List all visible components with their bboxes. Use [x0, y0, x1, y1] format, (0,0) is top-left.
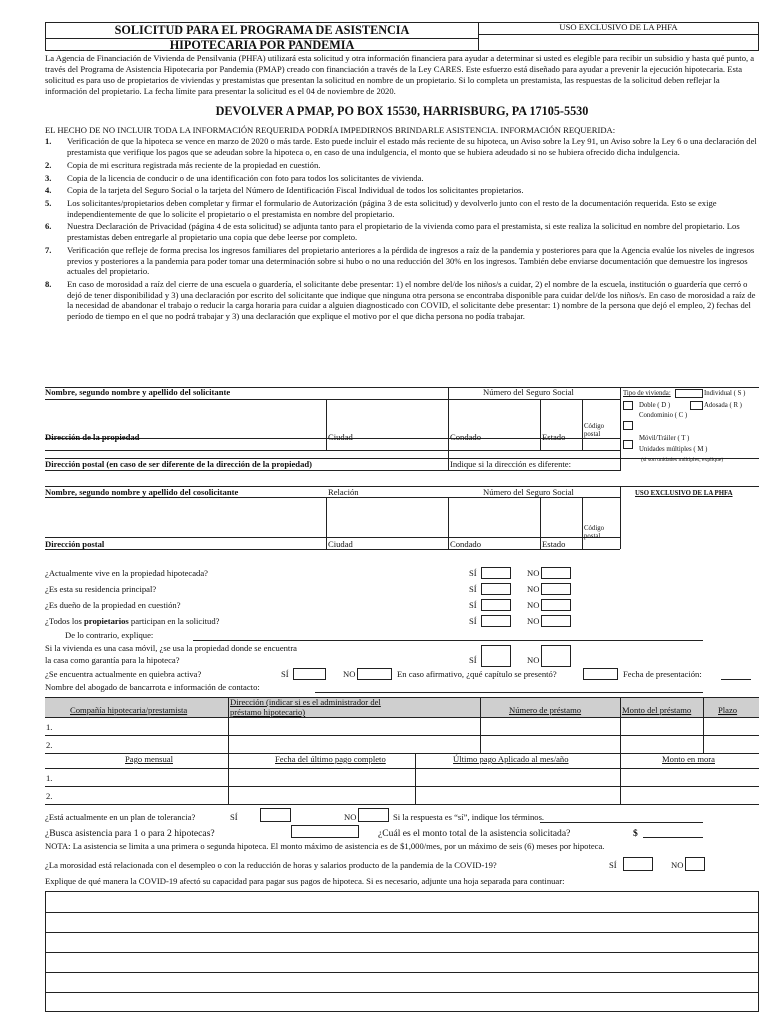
- yes-label: SÍ: [469, 616, 477, 626]
- requirement-item: [45, 221, 759, 242]
- explain-row-line: [46, 932, 758, 933]
- loan-number-header: Número de préstamo: [509, 705, 582, 715]
- grid-line: [45, 399, 620, 400]
- no-label: NO: [527, 568, 540, 578]
- q-all-owners: [45, 617, 219, 627]
- grid-line: [620, 486, 621, 549]
- q-lives-in-property: ¿Actualmente vive en la propiedad hipotecada?: [45, 568, 208, 578]
- yes-label: SÍ: [469, 568, 477, 578]
- payment-row-2: 2.: [46, 791, 53, 801]
- requirement-text: Copia de mi escritura registrada más reciente de la propiedad en cuestión.: [67, 159, 321, 170]
- yes-label: SÍ: [281, 669, 289, 679]
- last-applied-header: Último pago Aplicado al mes/año: [453, 754, 569, 764]
- grid-line: [45, 804, 759, 805]
- requirement-text: Nuestra Declaración de Privacidad (página 4 de esta solicitud) se adjunta tanto para el propietario de la vivienda como para el prestamista, si este realiza la solicitud en nombre del propietario. Los prestamistas deben entregarle al propietario una copia que debe leerse por completo.: [67, 221, 740, 243]
- title-line-2: HIPOTECARIA POR PANDEMIA: [46, 38, 478, 53]
- yes-checkbox[interactable]: [623, 857, 653, 871]
- explain-label: De lo contrario, explique:: [65, 630, 154, 640]
- form-header: [45, 22, 759, 51]
- explain-row-line: [46, 912, 758, 913]
- no-checkbox[interactable]: [357, 668, 392, 680]
- yes-checkbox[interactable]: [260, 808, 291, 822]
- requirement-text: Copia de la licencia de conducir o de una identificación con foto para todos los solicitantes de vivienda.: [67, 172, 424, 183]
- yes-label: SÍ: [469, 655, 477, 665]
- requirement-number: 8.: [45, 278, 52, 289]
- title-line-1: SOLICITUD PARA EL PROGRAMA DE ASISTENCIA: [114, 23, 410, 37]
- loan-amount-header: Monto del préstamo: [622, 705, 692, 715]
- explain-line[interactable]: [193, 640, 703, 641]
- grid-line: [45, 786, 759, 787]
- no-label: NO: [527, 616, 540, 626]
- covid-explain-label: Explique de qué manera la COVID-19 afectó su capacidad para pagar sus pagos de hipoteca. Si es necesario, adjunte una hoja separada para continuar:: [45, 876, 565, 886]
- yes-checkbox[interactable]: [293, 668, 326, 680]
- q-all-owners-bold: propietarios: [84, 616, 129, 626]
- q-mobile-home-a: Si la vivienda es una casa móvil, ¿se usa la propiedad donde se encuentra: [45, 643, 297, 653]
- q-all-owners-suffix: participan en la solicitud?: [128, 616, 220, 626]
- yes-checkbox[interactable]: [481, 615, 511, 627]
- requirement-item: [45, 279, 759, 322]
- grid-line: [326, 497, 327, 549]
- explain-row-line: [46, 992, 758, 993]
- grid-line: [448, 497, 449, 549]
- yes-label: SÍ: [469, 600, 477, 610]
- yes-label: SÍ: [230, 812, 238, 822]
- q-owns-property: ¿Es dueño de la propiedad en cuestión?: [45, 600, 181, 610]
- condominio-option: Condominio ( C ): [639, 412, 688, 419]
- applicant-ssn-label: Número del Seguro Social: [483, 387, 574, 397]
- assist-total-line[interactable]: [643, 837, 703, 838]
- requirement-text: En caso de morosidad a raíz del cierre de una escuela o guardería, el solicitante debe presentar: 1) el nombre del/de los niños/s a cuidar, 2) el nombre de la escuela, institución o guardería que cerró o dejó de tener disponibilidad y 3) una declaración por escrito del solicitante que indique que ninguna otra persona se encontraba disponible para cuidar del/de los niños/s. En caso de morosidad a raíz de la necesidad de abandonar el trabajo o reducir la carga horaria para cuidar a alguien diagnosticado con COVID, el solicitante debe presentar: 1) nombre de la persona que dejó el empleo, 2) fechas del período de tiempo en el que no podrá trabajar y 3) una declaración que explique el motivo por el que dicha persona no podía trabajar.: [67, 278, 756, 322]
- requirements-list: [45, 136, 759, 321]
- q-covid-related: ¿La morosidad está relacionada con el desempleo o con la reducción de horas y salarios producto de la pandemia de la COVID-19?: [45, 860, 497, 870]
- explain-row-line: [46, 952, 758, 953]
- property-address-label: Dirección de la propiedad: [45, 432, 140, 442]
- attorney-line[interactable]: [315, 692, 703, 693]
- city-label: Ciudad: [328, 432, 353, 442]
- grid-line: [582, 399, 583, 450]
- q-tolerance-plan: ¿Está actualmente en un plan de tolerancia?: [45, 812, 196, 822]
- requirement-number: 4.: [45, 185, 52, 196]
- no-label: NO: [671, 860, 684, 870]
- form-title: [46, 23, 478, 50]
- chapter-label: En caso afirmativo, ¿qué capítulo se presentó?: [397, 669, 557, 679]
- housing-checkbox[interactable]: [690, 401, 703, 410]
- county-label: Condado: [450, 432, 482, 442]
- monthly-payment-header: Pago mensual: [125, 754, 173, 764]
- state-label: Estado: [542, 432, 566, 442]
- grid-line: [620, 387, 621, 471]
- grid-line: [540, 399, 541, 450]
- tolerance-terms-line[interactable]: [540, 822, 703, 823]
- q-mobile-home-b: la casa como garantía para la hipoteca?: [45, 655, 180, 665]
- application-form: [45, 22, 759, 1014]
- payment-row-1: 1.: [46, 773, 53, 783]
- requirement-number: 5.: [45, 198, 52, 208]
- q-all-owners-prefix: ¿Todos los: [45, 616, 85, 626]
- no-label: NO: [344, 812, 357, 822]
- grid-line: [703, 697, 704, 753]
- coapplicant-name-label: Nombre, segundo nombre y apellido del cosolicitante: [45, 487, 239, 497]
- grid-line: [448, 387, 449, 470]
- grid-line: [540, 497, 541, 549]
- co-county-label: Condado: [450, 539, 482, 549]
- housing-checkbox[interactable]: [623, 440, 633, 449]
- required-info-warning: EL HECHO DE NO INCLUIR TODA LA INFORMACIÓN REQUERIDA PODRÍA IMPEDIRNOS BRINDARLE ASISTENCIA. INFORMACIÓN REQUERIDA:: [45, 124, 616, 135]
- grid-line: [415, 753, 416, 804]
- co-state-label: Estado: [542, 539, 566, 549]
- yes-checkbox[interactable]: [481, 583, 511, 595]
- attorney-label: Nombre del abogado de bancarrota e información de contacto:: [45, 682, 260, 692]
- multiples-note: (si son unidades múltiples, explique): [641, 457, 724, 463]
- no-checkbox[interactable]: [541, 583, 571, 595]
- chapter-field[interactable]: [583, 668, 618, 680]
- applicant-name-label: Nombre, segundo nombre y apellido del solicitante: [45, 387, 231, 397]
- q-primary-residence: ¿Es esta su residencia principal?: [45, 584, 157, 594]
- yes-label: SÍ: [609, 860, 617, 870]
- company-header: Compañía hipotecaria/prestamista: [70, 705, 188, 715]
- mailing-note: Indique si la dirección es diferente:: [450, 459, 571, 469]
- term-header: Plazo: [718, 705, 738, 715]
- yes-label: SÍ: [469, 584, 477, 594]
- housing-type-label: Tipo de vivienda:: [623, 390, 671, 397]
- housing-checkbox[interactable]: [675, 389, 703, 398]
- grid-line: [45, 450, 620, 451]
- adosada-option: Adosada ( R ): [704, 402, 742, 409]
- grid-line: [45, 768, 759, 769]
- doble-option: Doble ( D ): [639, 402, 671, 409]
- mailing-address-label: Dirección postal (en caso de ser diferente de la dirección de la propiedad): [45, 459, 313, 469]
- tolerance-terms-label: Si la respuesta es “sí”, indique los términos.: [393, 812, 545, 822]
- grid-line: [45, 470, 620, 471]
- grid-line: [620, 753, 621, 804]
- no-checkbox[interactable]: [358, 808, 389, 822]
- requirement-item: [45, 173, 759, 184]
- no-checkbox[interactable]: [541, 615, 571, 627]
- relation-label: Relación: [328, 487, 359, 497]
- servicer-header: Dirección (indicar si es el administrador del préstamo hipotecario): [230, 697, 381, 717]
- grid-line: [228, 697, 229, 753]
- no-checkbox[interactable]: [541, 599, 571, 611]
- no-label: NO: [527, 655, 540, 665]
- requirement-item: [45, 185, 759, 196]
- explanation-area[interactable]: [45, 891, 759, 1012]
- yes-checkbox[interactable]: [481, 645, 511, 667]
- dollar-sign: $: [633, 828, 638, 839]
- q-assist-mortgages: ¿Busca asistencia para 1 o para 2 hipotecas?: [45, 828, 215, 839]
- multiples-option: Unidades múltiples ( M ): [639, 446, 708, 453]
- grid-line: [228, 753, 229, 804]
- filing-date-line[interactable]: [721, 679, 751, 680]
- requirement-number: 6.: [45, 221, 52, 232]
- mortgage-count-field[interactable]: [291, 825, 359, 838]
- filing-date-label: Fecha de presentación:: [623, 669, 702, 679]
- phfa-use-label-2: USO EXCLUSIVO DE LA PHFA: [635, 490, 733, 497]
- zip-label: Código postal: [584, 423, 605, 438]
- requirement-text: Los solicitantes/propietarios deben completar y firmar el formulario de Autorización (página 3 de esta solicitud) y devolverlo junto con el resto de la documentación requerida. Esto se exige independientemente de que lo solicite el propietario o el prestamista en nombre del propietario.: [67, 198, 717, 219]
- individual-option: Individual ( S ): [704, 390, 746, 397]
- no-checkbox[interactable]: [541, 645, 571, 667]
- phfa-use-label: USO EXCLUSIVO DE LA PHFA: [479, 23, 758, 35]
- arrears-header: Monto en mora: [662, 754, 715, 764]
- grid-line: [45, 735, 759, 736]
- grid-line: [620, 697, 621, 753]
- explain-row-line: [46, 972, 758, 973]
- co-zip-label: Código postal: [584, 525, 605, 540]
- requirement-text: Copia de la tarjeta del Seguro Social o la tarjeta del Número de Identificación Fiscal Individual de todos los solicitantes propietarios.: [67, 185, 524, 196]
- no-label: NO: [343, 669, 356, 679]
- intro-paragraph: La Agencia de Financiación de Vivienda de Pensilvania (PHFA) utilizará esta solicitud y otra información financiera para ayudar a determinar si usted es elegible para recibir un subsidio y hasta qué punto, a través del Programa de Asistencia Hipotecaria por Pandemia (PMAP) creado con financiación a través de la Ley CARES. Este esfuerzo está diseñado para ayudar a prevenir la ejecución hipotecaria. Esta solicitud es para uso de propietarios de viviendas y prestamistas que presentan la solicitud en nombre de un propietario. Si lo completa un prestamista, las respuestas de la solicitud deben reflejar la información del propietario. La fecha límite para presentar la solicitud es el 04 de noviembre de 2020.: [45, 53, 755, 97]
- no-label: NO: [527, 600, 540, 610]
- loan-row-2: 2.: [46, 740, 53, 750]
- no-label: NO: [527, 584, 540, 594]
- phfa-use-box: [478, 23, 758, 50]
- yes-checkbox[interactable]: [481, 567, 511, 579]
- loan-row-1: 1.: [46, 722, 53, 732]
- grid-line: [45, 537, 620, 538]
- co-city-label: Ciudad: [328, 539, 353, 549]
- return-address: DEVOLVER A PMAP, PO BOX 15530, HARRISBURG, PA 17105-5530: [215, 104, 589, 119]
- yes-checkbox[interactable]: [481, 599, 511, 611]
- housing-checkbox[interactable]: [623, 421, 633, 430]
- grid-line: [582, 497, 583, 549]
- coapplicant-mailing-label: Dirección postal: [45, 539, 105, 549]
- coapplicant-ssn-label: Número del Seguro Social: [483, 487, 574, 497]
- q-bankruptcy: ¿Se encuentra actualmente en quiebra activa?: [45, 669, 202, 679]
- requirement-number: 1.: [45, 136, 52, 147]
- requirement-item: [45, 245, 759, 277]
- no-checkbox[interactable]: [685, 857, 705, 871]
- q-assist-total: ¿Cuál es el monto total de la asistencia solicitada?: [378, 828, 571, 839]
- housing-checkbox[interactable]: [623, 401, 633, 410]
- requirement-number: 7.: [45, 244, 52, 255]
- no-checkbox[interactable]: [541, 567, 571, 579]
- requirement-number: 2.: [45, 159, 52, 170]
- movil-option: Móvil/Tráiler ( T ): [639, 435, 690, 442]
- requirement-item: [45, 198, 759, 219]
- requirement-number: 3.: [45, 172, 52, 183]
- last-payment-header: Fecha del último pago completo: [275, 754, 386, 764]
- grid-line: [480, 697, 481, 753]
- requirement-item: [45, 160, 759, 171]
- requirement-item: [45, 136, 759, 157]
- grid-line: [326, 399, 327, 450]
- requirement-text: Verificación de que la hipoteca se vence en marzo de 2020 o más tarde. Esto puede incluir el estado más reciente de su hipoteca, un Aviso sobre la Ley 91, un Aviso sobre la Ley 6 o una declaración del prestamista que verifique los pagos que se adeudan sobre la hipoteca o, en caso de una indulgencia, el monto que se hubiera adeudado si no se hubiera ofrecido dicha indulgencia.: [67, 136, 757, 158]
- assistance-note: NOTA: La asistencia se limita a una primera o segunda hipoteca. El monto máximo de asistencia es de $1,000/mes, por un máximo de seis (6) meses por hipoteca.: [45, 841, 605, 851]
- requirement-text: Verificación que refleje de forma precisa los ingresos familiares del propietario anteriores a la pérdida de ingresos a raíz de la pandemia y posteriores para que la Agencia evalúe los niveles de ingresos previos y posteriores a la pandemia para poder tomar una determinación sobre si hubo o no una reducción del 30% en los ingresos. También debe enviarse documentación que demuestre los ingresos actuales del propietario.: [67, 244, 755, 277]
